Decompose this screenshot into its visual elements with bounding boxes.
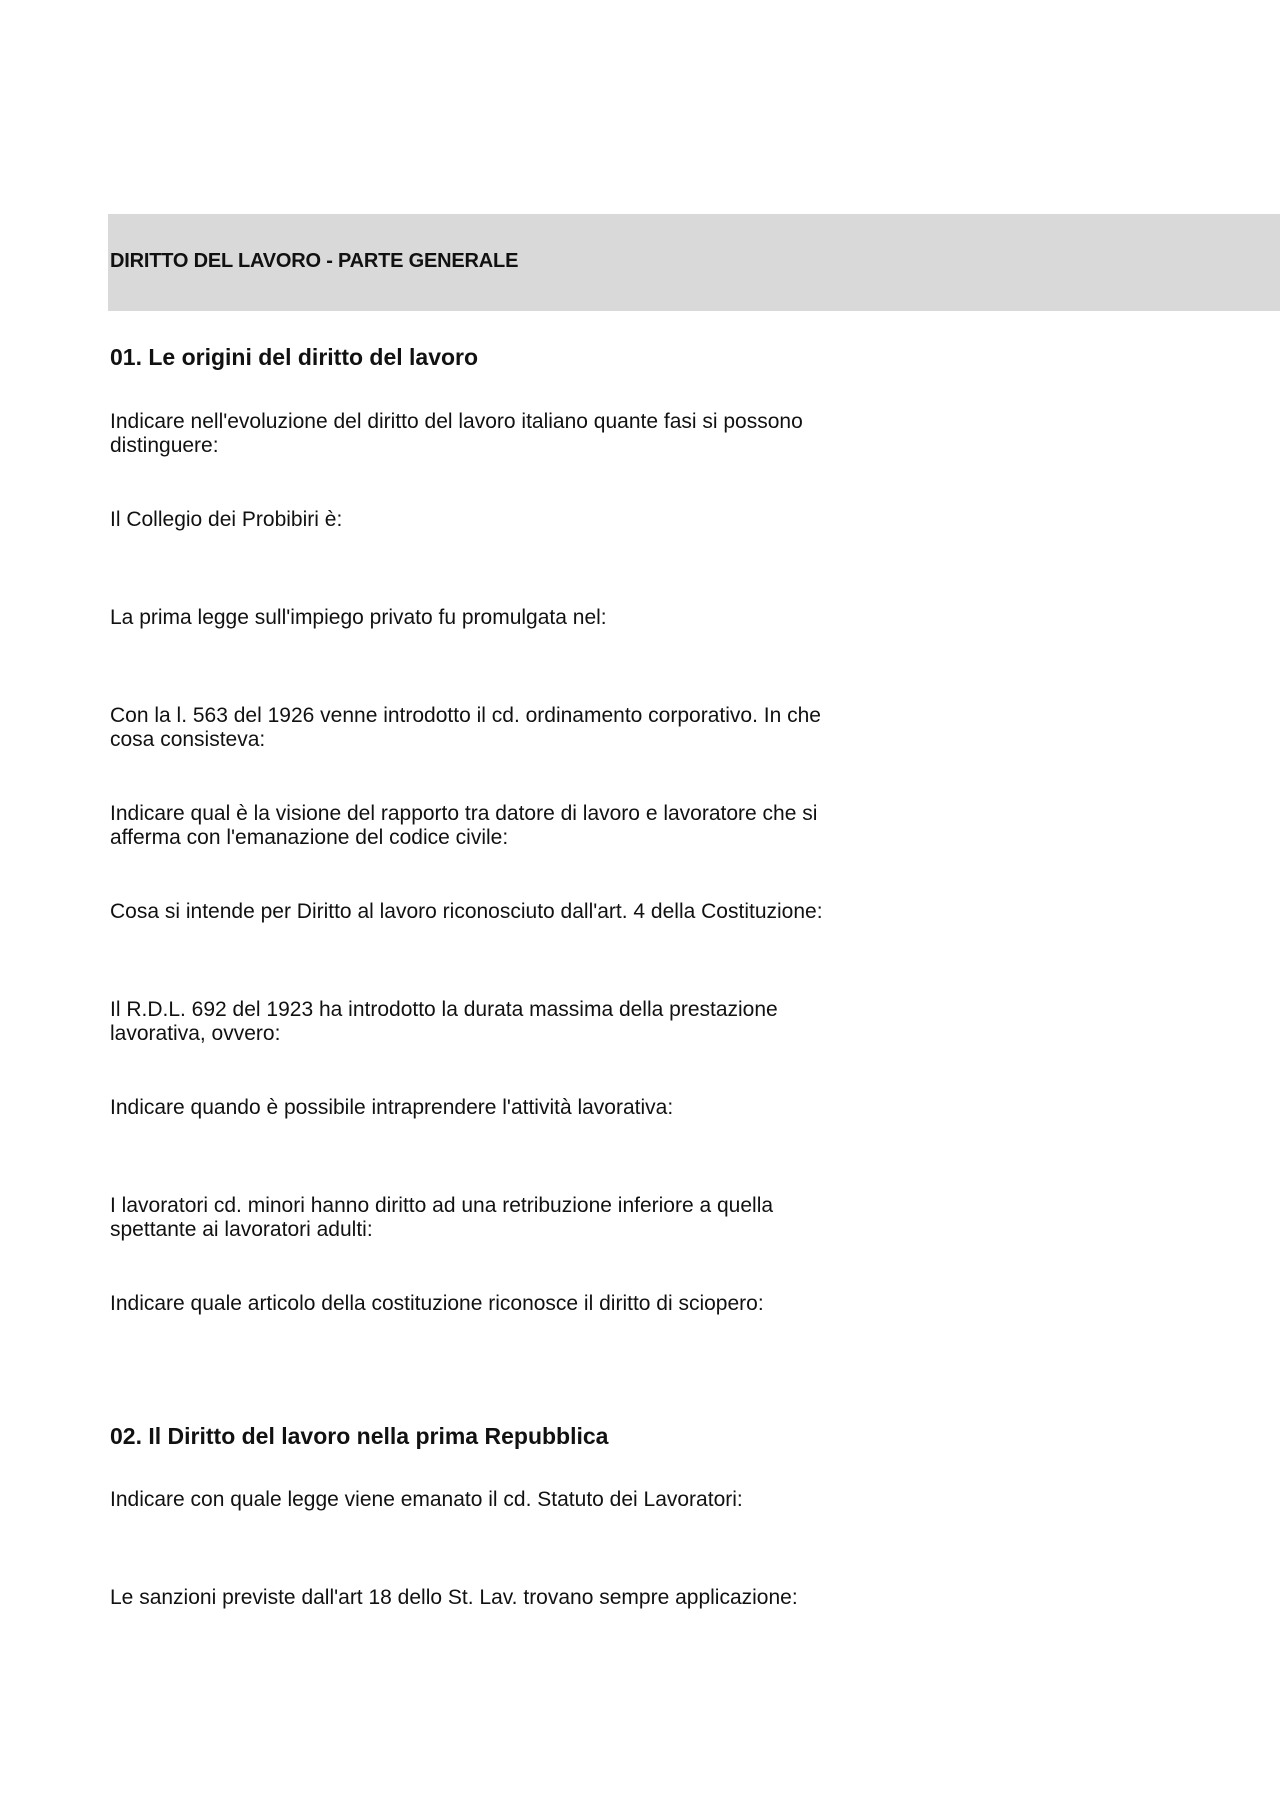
question-1-5: Indicare qual è la visione del rapporto tra datore di lavoro e lavoratore che si afferma con l'emanazione del codice civile: bbox=[110, 802, 818, 849]
question-1-7: Il R.D.L. 692 del 1923 ha introdotto la durata massima della prestazione lavorativa, ovvero: bbox=[110, 998, 778, 1045]
question-2-2: Le sanzioni previste dall'art 18 dello St. Lav. trovano sempre applicazione: bbox=[110, 1586, 798, 1609]
question-1-4: Con la l. 563 del 1926 venne introdotto il cd. ordinamento corporativo. In che cosa consisteva: bbox=[110, 704, 821, 751]
section-title-02: 02. Il Diritto del lavoro nella prima Repubblica bbox=[110, 1423, 609, 1449]
question-1-10: Indicare quale articolo della costituzione riconosce il diritto di sciopero: bbox=[110, 1292, 764, 1315]
document-header: DIRITTO DEL LAVORO - PARTE GENERALE bbox=[110, 250, 519, 272]
question-1-3: La prima legge sull'impiego privato fu promulgata nel: bbox=[110, 606, 607, 629]
section-title-01: 01. Le origini del diritto del lavoro bbox=[110, 344, 479, 370]
question-1-8: Indicare quando è possibile intraprendere l'attività lavorativa: bbox=[110, 1096, 674, 1119]
question-1-6: Cosa si intende per Diritto al lavoro riconosciuto dall'art. 4 della Costituzione: bbox=[110, 900, 823, 923]
question-1-9: I lavoratori cd. minori hanno diritto ad una retribuzione inferiore a quella spettante ai lavoratori adulti: bbox=[110, 1194, 774, 1241]
question-1-1: Indicare nell'evoluzione del diritto del lavoro italiano quante fasi si possono distinguere: bbox=[110, 410, 803, 457]
question-2-1: Indicare con quale legge viene emanato il cd. Statuto dei Lavoratori: bbox=[110, 1488, 743, 1511]
question-1-2: Il Collegio dei Probibiri è: bbox=[110, 508, 343, 531]
